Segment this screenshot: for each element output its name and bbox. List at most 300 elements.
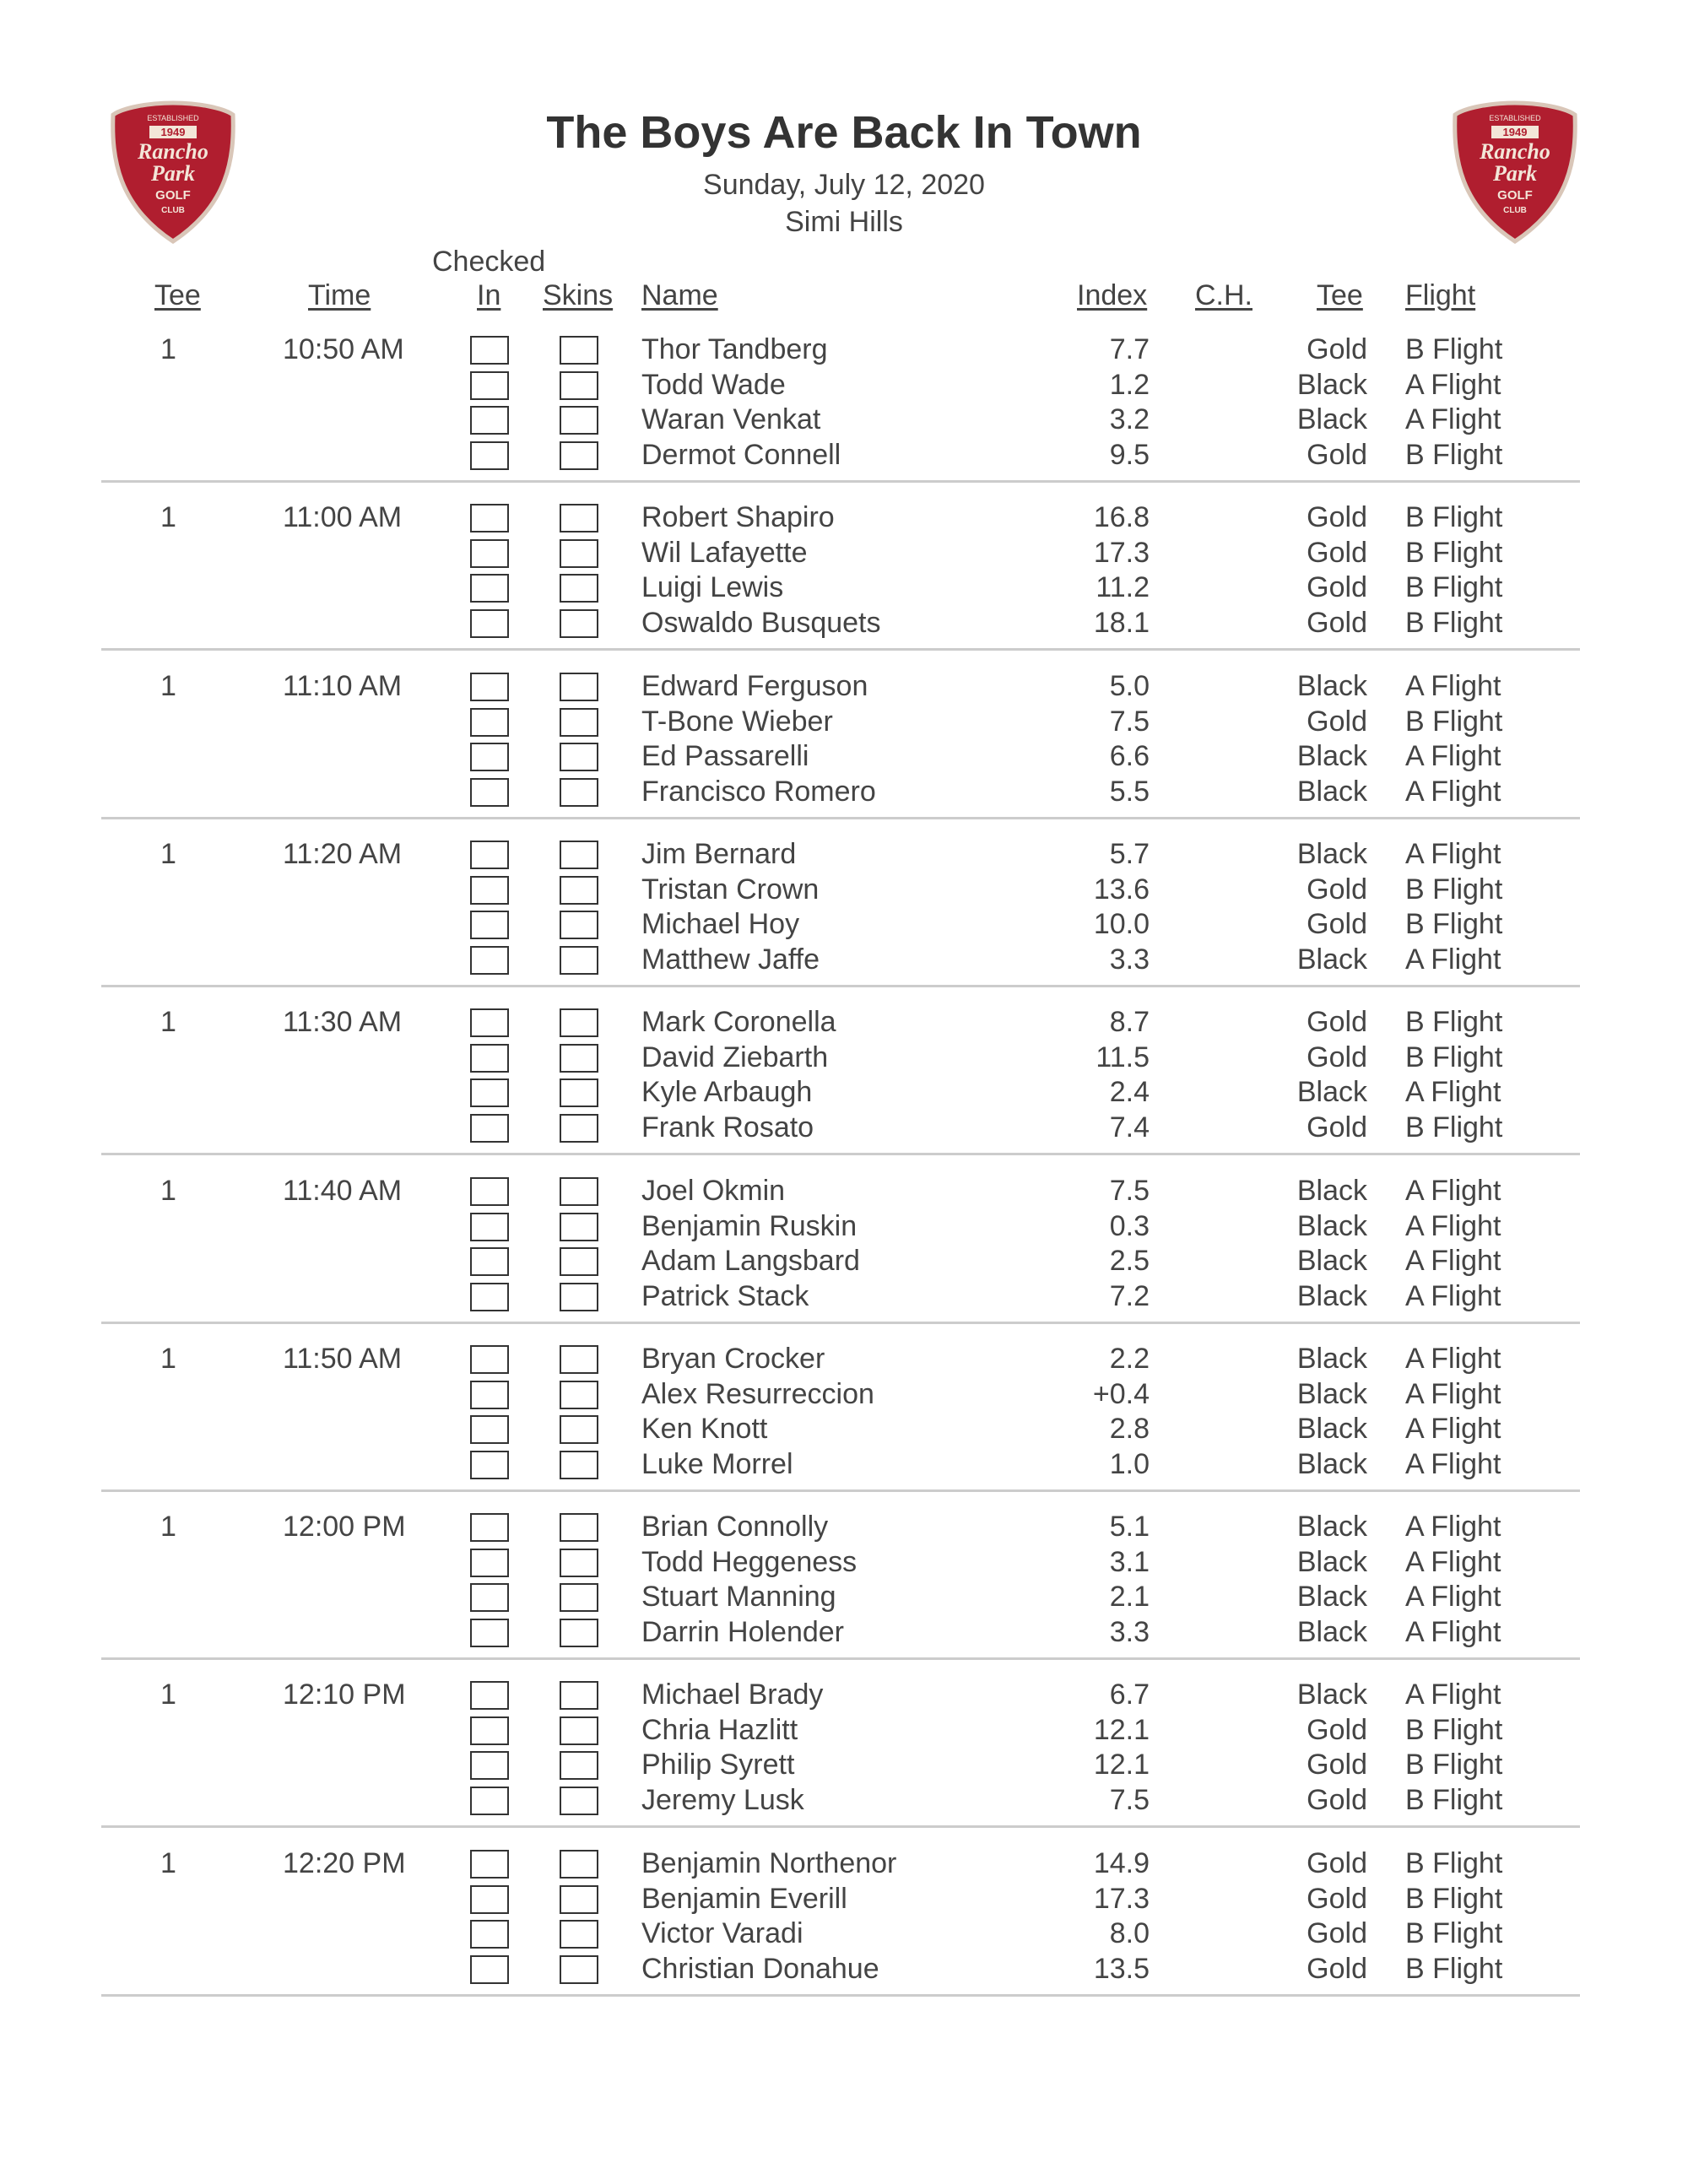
player-name: Adam Langsbard	[641, 1245, 860, 1277]
player-row	[0, 1342, 1688, 1376]
group-time: 11:50 AM	[283, 1343, 403, 1375]
group-divider	[101, 1825, 1580, 1828]
checked-in-checkbox[interactable]	[470, 1716, 509, 1745]
checked-in-checkbox[interactable]	[470, 673, 509, 701]
skins-checkbox[interactable]	[560, 743, 598, 771]
skins-checkbox[interactable]	[560, 1247, 598, 1276]
player-flight: B Flight	[1405, 1111, 1503, 1143]
checked-in-checkbox[interactable]	[470, 1114, 509, 1143]
player-index: 3.1	[1109, 1546, 1150, 1578]
group-tee: 1	[160, 1006, 176, 1038]
player-index: 1.0	[1109, 1448, 1150, 1480]
skins-checkbox[interactable]	[560, 1619, 598, 1647]
svg-text:GOLF: GOLF	[155, 188, 191, 203]
player-name: Michael Brady	[641, 1679, 824, 1711]
player-row	[0, 606, 1688, 640]
checked-in-checkbox[interactable]	[470, 841, 509, 869]
player-flight: B Flight	[1405, 607, 1503, 639]
player-tee: Gold	[1307, 1883, 1367, 1915]
skins-checkbox[interactable]	[560, 1078, 598, 1107]
checked-in-checkbox[interactable]	[470, 1751, 509, 1780]
group-tee: 1	[160, 670, 176, 702]
page-title: The Boys Are Back In Town	[546, 107, 1142, 158]
tee-time-group	[0, 1846, 1688, 2015]
skins-checkbox[interactable]	[560, 1850, 598, 1879]
group-time: 12:00 PM	[283, 1511, 406, 1543]
player-index: 6.7	[1109, 1679, 1150, 1711]
player-index: 6.6	[1109, 740, 1150, 772]
player-tee: Gold	[1307, 1749, 1367, 1781]
player-name: Dermot Connell	[641, 439, 841, 471]
checked-in-checkbox[interactable]	[470, 441, 509, 470]
checked-in-checkbox[interactable]	[470, 1177, 509, 1206]
player-index: 11.5	[1096, 1041, 1150, 1073]
player-name: Jeremy Lusk	[641, 1784, 804, 1816]
player-row	[0, 403, 1688, 436]
skins-checkbox[interactable]	[560, 504, 598, 532]
checked-in-checkbox[interactable]	[470, 1213, 509, 1241]
player-row	[0, 1041, 1688, 1074]
player-row	[0, 1748, 1688, 1781]
skins-checkbox[interactable]	[560, 876, 598, 905]
checked-in-checkbox[interactable]	[470, 911, 509, 939]
column-header-time: Time	[308, 279, 371, 311]
player-flight: B Flight	[1405, 1883, 1503, 1915]
player-row	[0, 1916, 1688, 1950]
checked-in-checkbox[interactable]	[470, 1850, 509, 1879]
player-index: 2.4	[1109, 1076, 1150, 1108]
player-row	[0, 536, 1688, 570]
player-row	[0, 1377, 1688, 1411]
player-name: Matthew Jaffe	[641, 943, 820, 976]
player-tee: Black	[1296, 1210, 1367, 1242]
player-row	[0, 1174, 1688, 1208]
player-flight: B Flight	[1405, 501, 1503, 533]
checked-in-checkbox[interactable]	[470, 1345, 509, 1374]
column-header-ch: C.H.	[1195, 279, 1252, 311]
player-name: Kyle Arbaugh	[641, 1076, 813, 1108]
player-name: Tristan Crown	[641, 873, 820, 905]
group-divider	[101, 1489, 1580, 1492]
group-time: 11:10 AM	[283, 670, 403, 702]
player-name: Victor Varadi	[641, 1917, 803, 1949]
player-flight: B Flight	[1405, 1006, 1503, 1038]
checked-in-checkbox[interactable]	[470, 539, 509, 568]
player-tee: Black	[1296, 1245, 1367, 1277]
tee-time-group	[0, 1342, 1688, 1511]
checked-in-checkbox[interactable]	[470, 743, 509, 771]
player-row	[0, 705, 1688, 738]
player-index: 16.8	[1093, 501, 1150, 533]
skins-checkbox[interactable]	[560, 841, 598, 869]
player-flight: A Flight	[1405, 776, 1501, 808]
player-flight: A Flight	[1405, 838, 1501, 870]
player-name: Benjamin Everill	[641, 1883, 847, 1915]
player-flight: A Flight	[1405, 1280, 1501, 1312]
checked-in-checkbox[interactable]	[470, 1044, 509, 1073]
player-tee: Black	[1296, 403, 1367, 435]
player-flight: A Flight	[1405, 1378, 1501, 1410]
player-index: 7.5	[1109, 705, 1150, 738]
player-tee: Gold	[1307, 501, 1367, 533]
skins-checkbox[interactable]	[560, 1549, 598, 1577]
checked-in-checkbox[interactable]	[470, 406, 509, 435]
group-divider	[101, 1322, 1580, 1324]
svg-text:ESTABLISHED: ESTABLISHED	[147, 114, 199, 122]
player-tee: Black	[1296, 1546, 1367, 1578]
player-flight: A Flight	[1405, 1679, 1501, 1711]
player-index: 2.5	[1109, 1245, 1150, 1277]
group-time: 11:20 AM	[283, 838, 403, 870]
group-divider	[101, 1657, 1580, 1660]
checked-in-checkbox[interactable]	[470, 1415, 509, 1444]
player-flight: B Flight	[1405, 1714, 1503, 1746]
player-tee: Black	[1296, 1511, 1367, 1543]
column-header-checked: Checked	[432, 246, 546, 278]
player-name: Francisco Romero	[641, 776, 876, 808]
player-row	[0, 669, 1688, 703]
skins-checkbox[interactable]	[560, 1920, 598, 1949]
player-tee: Black	[1296, 1378, 1367, 1410]
player-tee: Black	[1296, 1076, 1367, 1108]
player-name: Todd Heggeness	[641, 1546, 858, 1578]
player-tee: Black	[1296, 1343, 1367, 1375]
player-row	[0, 368, 1688, 402]
tee-time-group	[0, 1510, 1688, 1679]
player-flight: A Flight	[1405, 1511, 1501, 1543]
skins-checkbox[interactable]	[560, 539, 598, 568]
player-tee: Gold	[1307, 1006, 1367, 1038]
checked-in-checkbox[interactable]	[470, 1283, 509, 1311]
group-time: 11:40 AM	[283, 1175, 403, 1207]
player-tee: Black	[1296, 369, 1367, 401]
player-name: Ken Knott	[641, 1413, 768, 1445]
player-flight: B Flight	[1405, 1041, 1503, 1073]
player-flight: B Flight	[1405, 1917, 1503, 1949]
skins-checkbox[interactable]	[560, 441, 598, 470]
player-flight: A Flight	[1405, 1343, 1501, 1375]
player-row	[0, 1615, 1688, 1649]
player-index: 9.5	[1109, 439, 1150, 471]
player-name: Stuart Manning	[641, 1581, 836, 1613]
player-row	[0, 873, 1688, 906]
player-index: 8.7	[1109, 1006, 1150, 1038]
player-tee: Black	[1296, 1413, 1367, 1445]
skins-checkbox[interactable]	[560, 1114, 598, 1143]
player-name: Edward Ferguson	[641, 670, 868, 702]
column-header-name: Name	[641, 279, 718, 311]
player-index: 2.1	[1109, 1581, 1150, 1613]
player-flight: B Flight	[1405, 1847, 1503, 1879]
checked-in-checkbox[interactable]	[470, 1513, 509, 1542]
player-name: Joel Okmin	[641, 1175, 786, 1207]
player-row	[0, 1580, 1688, 1614]
player-row	[0, 500, 1688, 534]
player-tee: Gold	[1307, 873, 1367, 905]
player-name: T-Bone Wieber	[641, 705, 833, 738]
player-flight: A Flight	[1405, 403, 1501, 435]
player-row	[0, 739, 1688, 773]
player-tee: Gold	[1307, 908, 1367, 940]
player-row	[0, 1412, 1688, 1446]
tee-time-group	[0, 669, 1688, 838]
svg-text:Rancho: Rancho	[1480, 139, 1550, 164]
svg-text:1949: 1949	[1502, 126, 1528, 138]
svg-text:Park: Park	[1493, 161, 1537, 186]
column-header-checked-in: In	[477, 279, 501, 311]
skins-checkbox[interactable]	[560, 1451, 598, 1479]
player-row	[0, 1783, 1688, 1817]
skins-checkbox[interactable]	[560, 946, 598, 975]
player-index: 17.3	[1093, 1883, 1150, 1915]
column-header-skins: Skins	[543, 279, 614, 311]
checked-in-checkbox[interactable]	[470, 371, 509, 400]
checked-in-checkbox[interactable]	[470, 1549, 509, 1577]
player-index: 14.9	[1093, 1847, 1150, 1879]
svg-text:CLUB: CLUB	[1503, 206, 1527, 215]
group-divider	[101, 817, 1580, 819]
player-name: Wil Lafayette	[641, 537, 808, 569]
player-index: 3.3	[1109, 943, 1150, 976]
player-name: Chria Hazlitt	[641, 1714, 798, 1746]
skins-checkbox[interactable]	[560, 1177, 598, 1206]
player-index: 7.4	[1109, 1111, 1150, 1143]
player-tee: Black	[1296, 1616, 1367, 1648]
skins-checkbox[interactable]	[560, 371, 598, 400]
player-name: Ed Passarelli	[641, 740, 809, 772]
player-flight: B Flight	[1405, 1749, 1503, 1781]
column-header-flight: Flight	[1405, 279, 1476, 311]
player-index: 7.7	[1109, 333, 1150, 365]
skins-checkbox[interactable]	[560, 574, 598, 603]
svg-text:Park: Park	[151, 161, 195, 186]
player-name: Benjamin Ruskin	[641, 1210, 858, 1242]
checked-in-checkbox[interactable]	[470, 609, 509, 638]
player-index: 2.8	[1109, 1413, 1150, 1445]
group-time: 12:10 PM	[283, 1679, 406, 1711]
player-flight: B Flight	[1405, 571, 1503, 603]
player-name: Darrin Holender	[641, 1616, 844, 1648]
group-tee: 1	[160, 1511, 176, 1543]
player-row	[0, 1846, 1688, 1880]
player-index: 13.5	[1093, 1953, 1150, 1985]
group-time: 12:20 PM	[283, 1847, 406, 1879]
skins-checkbox[interactable]	[560, 1885, 598, 1914]
player-row	[0, 1510, 1688, 1543]
player-index: 8.0	[1109, 1917, 1150, 1949]
player-tee: Black	[1296, 1280, 1367, 1312]
player-name: Waran Venkat	[641, 403, 821, 435]
skins-checkbox[interactable]	[560, 778, 598, 807]
player-flight: B Flight	[1405, 333, 1503, 365]
checked-in-checkbox[interactable]	[470, 1078, 509, 1107]
group-divider	[101, 1153, 1580, 1155]
group-tee: 1	[160, 1343, 176, 1375]
checked-in-checkbox[interactable]	[470, 708, 509, 737]
player-tee: Gold	[1307, 607, 1367, 639]
player-row	[0, 438, 1688, 472]
player-tee: Black	[1296, 1448, 1367, 1480]
group-time: 11:30 AM	[283, 1006, 403, 1038]
checked-in-checkbox[interactable]	[470, 1885, 509, 1914]
player-tee: Black	[1296, 776, 1367, 808]
player-name: Christian Donahue	[641, 1953, 879, 1985]
svg-text:GOLF: GOLF	[1497, 188, 1533, 203]
tee-time-group	[0, 1005, 1688, 1174]
skins-checkbox[interactable]	[560, 708, 598, 737]
player-index: 10.0	[1093, 908, 1150, 940]
player-tee: Black	[1296, 943, 1367, 976]
player-name: Luke Morrel	[641, 1448, 793, 1480]
group-divider	[101, 648, 1580, 651]
player-index: 7.2	[1109, 1280, 1150, 1312]
skins-checkbox[interactable]	[560, 1681, 598, 1710]
column-header-player-tee: Tee	[1317, 279, 1363, 311]
svg-text:ESTABLISHED: ESTABLISHED	[1489, 114, 1541, 122]
checked-in-checkbox[interactable]	[470, 1381, 509, 1409]
player-flight: A Flight	[1405, 1616, 1501, 1648]
checked-in-checkbox[interactable]	[470, 876, 509, 905]
player-name: Bryan Crocker	[641, 1343, 825, 1375]
skins-checkbox[interactable]	[560, 1008, 598, 1037]
checked-in-checkbox[interactable]	[470, 1619, 509, 1647]
player-name: Alex Resurreccion	[641, 1378, 874, 1410]
player-index: 5.0	[1109, 670, 1150, 702]
group-tee: 1	[160, 1679, 176, 1711]
checked-in-checkbox[interactable]	[470, 1247, 509, 1276]
checked-in-checkbox[interactable]	[470, 1681, 509, 1710]
player-tee: Gold	[1307, 439, 1367, 471]
player-index: 3.2	[1109, 403, 1150, 435]
player-flight: A Flight	[1405, 1245, 1501, 1277]
player-name: Luigi Lewis	[641, 571, 784, 603]
column-header-tee: Tee	[154, 279, 201, 311]
player-row	[0, 837, 1688, 871]
player-flight: A Flight	[1405, 1581, 1501, 1613]
player-name: Mark Coronella	[641, 1006, 836, 1038]
player-tee: Black	[1296, 1175, 1367, 1207]
skins-checkbox[interactable]	[560, 1381, 598, 1409]
skins-checkbox[interactable]	[560, 1213, 598, 1241]
checked-in-checkbox[interactable]	[470, 1451, 509, 1479]
svg-text:1949: 1949	[160, 126, 186, 138]
player-row	[0, 1678, 1688, 1711]
player-flight: A Flight	[1405, 740, 1501, 772]
player-index: 5.7	[1109, 838, 1150, 870]
player-flight: A Flight	[1405, 1413, 1501, 1445]
player-name: Todd Wade	[641, 369, 786, 401]
skins-checkbox[interactable]	[560, 1044, 598, 1073]
checked-in-checkbox[interactable]	[470, 1787, 509, 1815]
player-name: Robert Shapiro	[641, 501, 835, 533]
group-divider	[101, 480, 1580, 483]
player-flight: A Flight	[1405, 1210, 1501, 1242]
skins-checkbox[interactable]	[560, 336, 598, 365]
checked-in-checkbox[interactable]	[470, 1920, 509, 1949]
player-flight: B Flight	[1405, 908, 1503, 940]
skins-checkbox[interactable]	[560, 1513, 598, 1542]
player-tee: Black	[1296, 838, 1367, 870]
player-row	[0, 1882, 1688, 1916]
skins-checkbox[interactable]	[560, 1415, 598, 1444]
player-index: +0.4	[1092, 1378, 1150, 1410]
checked-in-checkbox[interactable]	[470, 336, 509, 365]
tee-time-group	[0, 1174, 1688, 1343]
svg-text:Rancho: Rancho	[138, 139, 208, 164]
event-date: Sunday, July 12, 2020	[703, 169, 985, 201]
skins-checkbox[interactable]	[560, 1751, 598, 1780]
skins-checkbox[interactable]	[560, 1283, 598, 1311]
player-index: 7.5	[1109, 1175, 1150, 1207]
player-tee: Gold	[1307, 1953, 1367, 1985]
player-flight: A Flight	[1405, 1448, 1501, 1480]
checked-in-checkbox[interactable]	[470, 1008, 509, 1037]
skins-checkbox[interactable]	[560, 406, 598, 435]
skins-checkbox[interactable]	[560, 911, 598, 939]
skins-checkbox[interactable]	[560, 673, 598, 701]
player-row	[0, 570, 1688, 604]
player-row	[0, 1545, 1688, 1579]
player-tee: Gold	[1307, 705, 1367, 738]
skins-checkbox[interactable]	[560, 1345, 598, 1374]
player-index: 2.2	[1109, 1343, 1150, 1375]
player-flight: B Flight	[1405, 705, 1503, 738]
checked-in-checkbox[interactable]	[470, 946, 509, 975]
player-index: 0.3	[1109, 1210, 1150, 1242]
player-index: 7.5	[1109, 1784, 1150, 1816]
player-name: Thor Tandberg	[641, 333, 828, 365]
player-row	[0, 943, 1688, 976]
player-row	[0, 775, 1688, 808]
checked-in-checkbox[interactable]	[470, 1583, 509, 1612]
player-index: 17.3	[1093, 537, 1150, 569]
player-row	[0, 332, 1688, 366]
player-tee: Black	[1296, 1679, 1367, 1711]
skins-checkbox[interactable]	[560, 609, 598, 638]
player-row	[0, 1209, 1688, 1243]
player-name: Brian Connolly	[641, 1511, 829, 1543]
group-tee: 1	[160, 501, 176, 533]
player-flight: A Flight	[1405, 1175, 1501, 1207]
player-flight: B Flight	[1405, 537, 1503, 569]
player-flight: A Flight	[1405, 1076, 1501, 1108]
checked-in-checkbox[interactable]	[470, 1955, 509, 1984]
skins-checkbox[interactable]	[560, 1955, 598, 1984]
player-tee: Black	[1296, 740, 1367, 772]
player-name: Frank Rosato	[641, 1111, 814, 1143]
player-row	[0, 1244, 1688, 1278]
checked-in-checkbox[interactable]	[470, 574, 509, 603]
group-tee: 1	[160, 1847, 176, 1879]
column-header-index: Index	[1077, 279, 1148, 311]
checked-in-checkbox[interactable]	[470, 504, 509, 532]
player-flight: B Flight	[1405, 1953, 1503, 1985]
skins-checkbox[interactable]	[560, 1787, 598, 1815]
player-tee: Gold	[1307, 1111, 1367, 1143]
player-index: 11.2	[1096, 571, 1150, 603]
skins-checkbox[interactable]	[560, 1583, 598, 1612]
group-divider	[101, 1994, 1580, 1997]
player-index: 12.1	[1093, 1749, 1150, 1781]
skins-checkbox[interactable]	[560, 1716, 598, 1745]
tee-time-group	[0, 332, 1688, 501]
player-row	[0, 1005, 1688, 1039]
group-divider	[101, 985, 1580, 987]
player-index: 5.5	[1109, 776, 1150, 808]
player-row	[0, 907, 1688, 941]
checked-in-checkbox[interactable]	[470, 778, 509, 807]
player-index: 18.1	[1093, 607, 1150, 639]
